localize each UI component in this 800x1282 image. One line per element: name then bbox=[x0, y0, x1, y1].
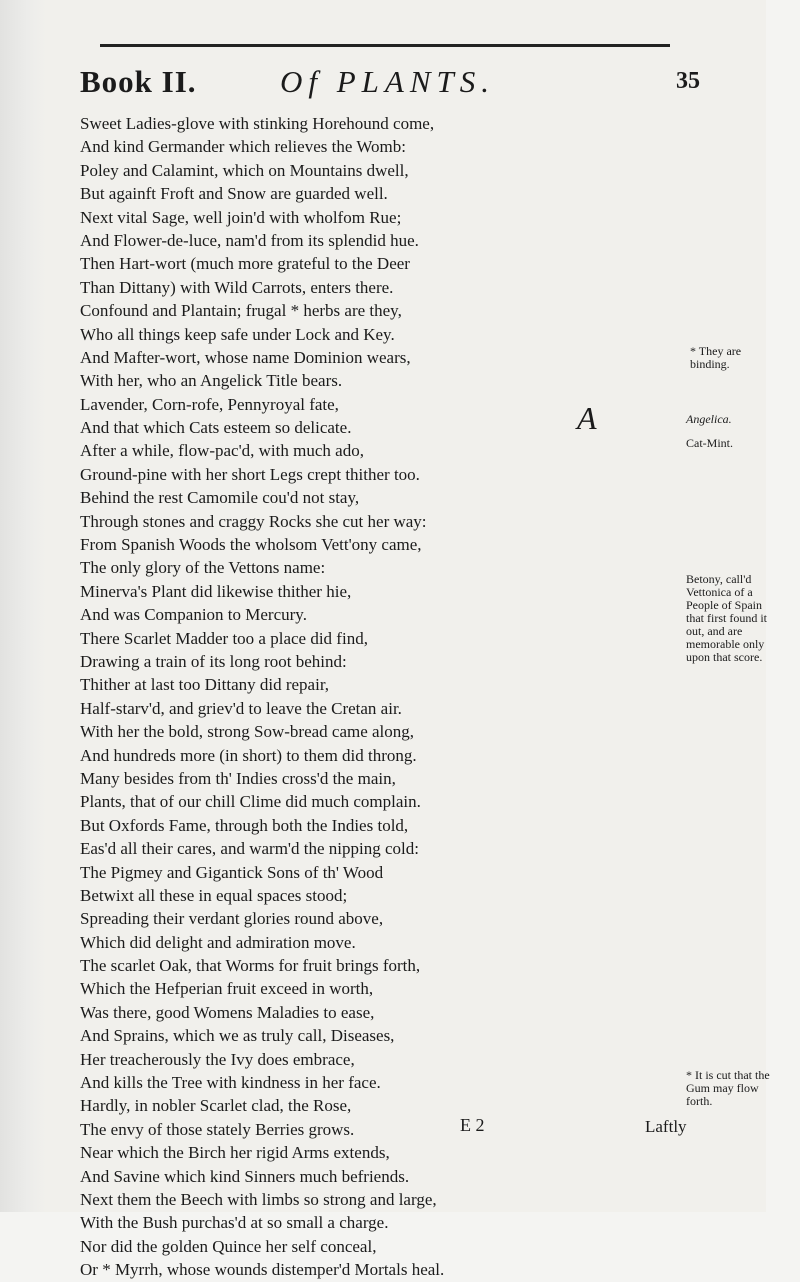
verse-line: And hundreds more (in short) to them did throng. bbox=[80, 745, 417, 765]
running-header bbox=[80, 64, 700, 110]
verse-line: But Oxfords Fame, through both the Indies told, bbox=[80, 815, 409, 835]
verse-line: Plants, that of our chill Clime did much complain. bbox=[80, 792, 421, 812]
verse-line: Next them the Beech with limbs so strong and large, bbox=[80, 1189, 437, 1209]
verse-line: Was there, good Womens Maladies to ease, bbox=[80, 1002, 375, 1022]
margin-note-gum: * It is cut that the Gum may flow forth. bbox=[686, 1068, 770, 1108]
verse-line: From Spanish Woods the wholsom Vett'ony came, bbox=[80, 535, 422, 555]
verse-line: There Scarlet Madder too a place did find, bbox=[80, 628, 368, 648]
verse-line: With her, who an Angelick Title bears. bbox=[80, 371, 343, 391]
margin-note-angelica: Angelica. bbox=[686, 412, 732, 426]
verse-line: Which did delight and admiration move. bbox=[80, 932, 356, 952]
margin-note-binding: * They are binding. bbox=[690, 344, 742, 371]
verse-line: The envy of those stately Berries grows. bbox=[80, 1119, 355, 1139]
verse-line: With her the bold, strong Sow-bread came along, bbox=[80, 722, 415, 742]
verse-line: And Sprains, which we as truly call, Diseases, bbox=[80, 1026, 395, 1046]
verse-line: Ground-pine with her short Legs crept thither too. bbox=[80, 464, 420, 484]
verse-line: Which the Hefperian fruit exceed in worth, bbox=[80, 979, 374, 999]
verse-line: The scarlet Oak, that Worms for fruit brings forth, bbox=[80, 956, 421, 976]
page-number: 35 bbox=[676, 68, 700, 94]
verse-line: Near which the Birch her rigid Arms extends, bbox=[80, 1143, 390, 1163]
verse-line: And was Companion to Mercury. bbox=[80, 605, 307, 625]
verse-line: Hardly, in nobler Scarlet clad, the Rose, bbox=[80, 1096, 352, 1116]
verse-line: Eas'd all their cares, and warm'd the nipping cold: bbox=[80, 839, 419, 859]
verse-line: And Savine which kind Sinners much befriends. bbox=[80, 1166, 410, 1186]
margin-note-betony: Betony, call'd Vettonica of a People of Spain that first found it out, and are memorable only upon that score. bbox=[686, 572, 767, 664]
page-title: Of PLANTS. bbox=[280, 64, 496, 99]
verse-line: Thither at last too Dittany did repair, bbox=[80, 675, 330, 695]
margin-note-cat-mint: Cat-Mint. bbox=[686, 436, 733, 450]
signature-mark: E 2 bbox=[460, 1115, 485, 1135]
header-rule bbox=[100, 44, 670, 47]
verse-line: Than Dittany) with Wild Carrots, enters there. bbox=[80, 277, 394, 297]
verse-line: Behind the rest Camomile cou'd not stay, bbox=[80, 488, 360, 508]
verse-line: The only glory of the Vettons name: bbox=[80, 558, 326, 578]
verse-line: Drawing a train of its long root behind: bbox=[80, 651, 347, 671]
verse-line: Sweet Ladies-glove with stinking Horehound come, bbox=[80, 114, 435, 133]
poem-text bbox=[80, 112, 635, 1282]
verse-line: With the Bush purchas'd at so small a charge. bbox=[80, 1213, 389, 1233]
verse-line: After a while, flow-pac'd, with much ado, bbox=[80, 441, 364, 461]
verse-line: Poley and Calamint, which on Mountains dwell, bbox=[80, 160, 409, 180]
verse-line: Lavender, Corn-rofe, Pennyroyal fate, bbox=[80, 394, 339, 414]
verse-line: The Pigmey and Gigantick Sons of th' Wood bbox=[80, 862, 384, 882]
verse-line: Who all things keep safe under Lock and Key. bbox=[80, 324, 395, 344]
verse-line: Minerva's Plant did likewise thither hie, bbox=[80, 581, 352, 601]
verse-line: Nor did the golden Quince her self conceal, bbox=[80, 1236, 377, 1256]
verse-line: Confound and Plantain; frugal * herbs are they, bbox=[80, 301, 402, 321]
verse-line: And that which Cats esteem so delicate. bbox=[80, 418, 352, 438]
verse-line: Then Hart-wort (much more grateful to the Deer bbox=[80, 254, 410, 274]
verse-line: Half-starv'd, and griev'd to leave the Cretan air. bbox=[80, 698, 402, 718]
verse-line: And kills the Tree with kindness in her face. bbox=[80, 1073, 381, 1093]
catchword: Laftly bbox=[645, 1117, 687, 1136]
verse-line: And kind Germander which relieves the Womb: bbox=[80, 137, 406, 157]
page-left-edge bbox=[0, 0, 46, 1212]
book-label: Book II. bbox=[80, 64, 197, 99]
verse-line: But againft Froft and Snow are guarded well. bbox=[80, 184, 388, 204]
verse-line: Her treacherously the Ivy does embrace, bbox=[80, 1049, 355, 1069]
verse-line: Spreading their verdant glories round above, bbox=[80, 909, 384, 929]
verse-line: Or * Myrrh, whose wounds distemper'd Mortals heal. bbox=[80, 1260, 445, 1280]
verse-line: Betwixt all these in equal spaces stood; bbox=[80, 885, 348, 905]
marginal-letter: A bbox=[577, 400, 597, 436]
verse-line: Through stones and craggy Rocks she cut her way: bbox=[80, 511, 427, 531]
verse-line: Next vital Sage, well join'd with wholfom Rue; bbox=[80, 207, 402, 227]
verse-line: And Mafter-wort, whose name Dominion wears, bbox=[80, 347, 411, 367]
verse-line: And Flower-de-luce, nam'd from its splendid hue. bbox=[80, 230, 419, 250]
verse-line: Many besides from th' Indies cross'd the main, bbox=[80, 768, 396, 788]
